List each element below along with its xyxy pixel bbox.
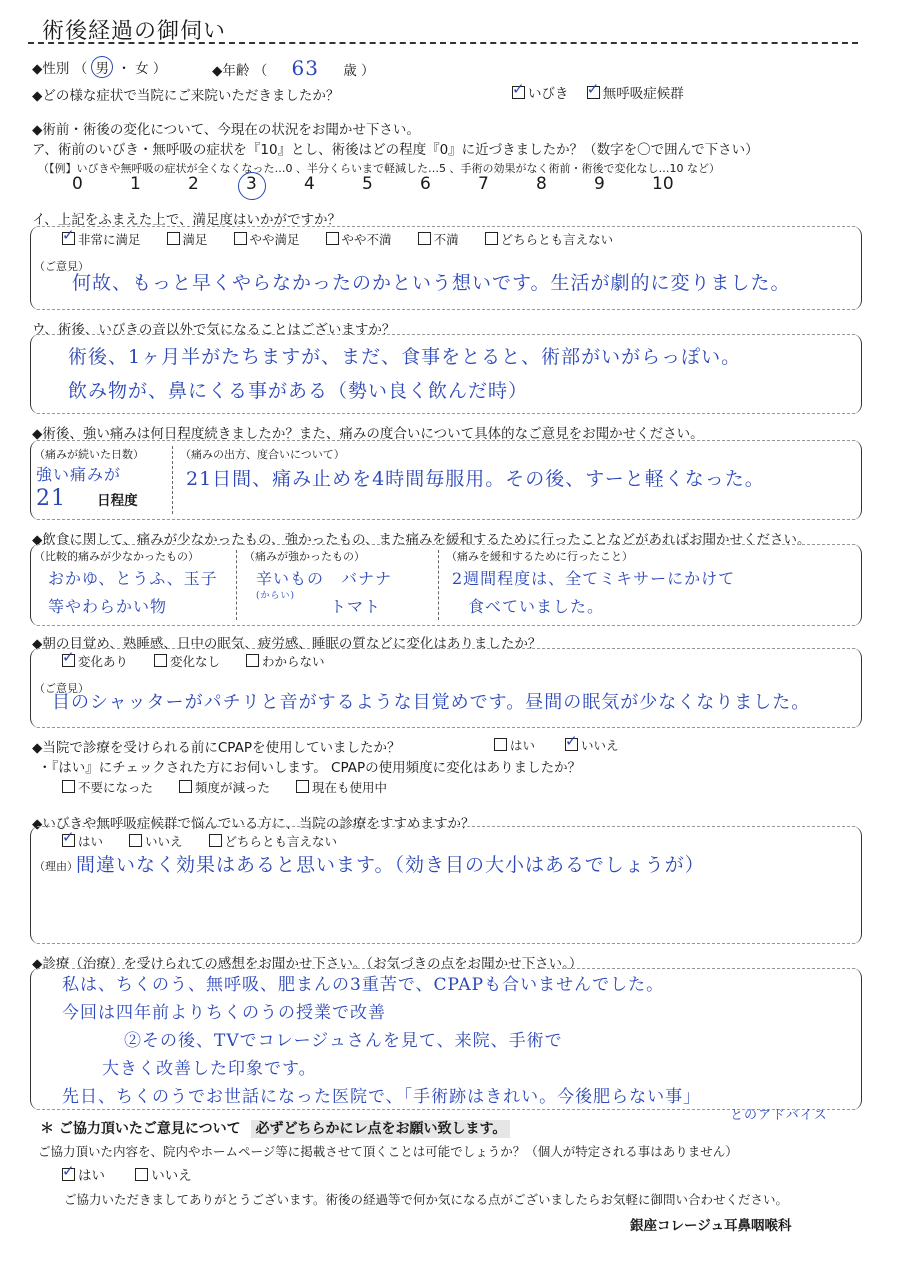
- snoring-label: いびき: [528, 86, 569, 102]
- age-value[interactable]: 63: [291, 56, 319, 80]
- food-heading: ◆飲食に関して、痛みが少なかったもの、強かったもの、また痛みを緩和するために行ったことなどがあればお聞かせください。: [32, 532, 811, 548]
- cpap-sub-option-checkbox[interactable]: [296, 780, 309, 793]
- publish-yes-label: はい: [78, 1168, 105, 1184]
- scale-value[interactable]: 6: [420, 174, 431, 194]
- recommend-reason-label: （理由）: [34, 860, 78, 873]
- scale-value[interactable]: 7: [478, 174, 489, 194]
- satisfaction-option-checkbox[interactable]: [418, 232, 431, 245]
- food-col2-label: （痛みが強かったもの）: [244, 550, 365, 563]
- other-line-2[interactable]: 飲み物が、鼻にくる事がある（勢い良く飲んだ時）: [68, 380, 529, 402]
- satisfaction-option-label: どちらとも言えない: [500, 232, 614, 247]
- food-col3-line2[interactable]: 食べていました。: [468, 597, 605, 616]
- scale-value[interactable]: 0: [72, 174, 83, 194]
- food-col2-note: (からい): [256, 591, 296, 601]
- satisfaction-option-label: やや不満: [341, 232, 392, 247]
- cpap-subquestion: ・『はい』にチェックされた方にお伺いします。 CPAPの使用頻度に変化はありましたか？: [38, 760, 582, 776]
- age-unit: 歳: [343, 63, 357, 79]
- cpap-sub-option-label: 現在も使用中: [312, 780, 388, 795]
- age-label: ◆年齢: [212, 63, 250, 79]
- other-heading: ウ、術後、いびきの音以外で気になることはございますか？: [32, 322, 396, 338]
- apnea-checkbox[interactable]: [587, 86, 600, 99]
- age-open: （: [253, 63, 268, 79]
- scale-value[interactable]: 5: [362, 174, 373, 194]
- gender-label: ◆性別: [32, 61, 70, 77]
- satisfaction-option-checkbox[interactable]: [167, 232, 180, 245]
- footer-thanks: ご協力いただきましてありがとうございます。術後の経過等で何か気になる点がございましたらお気軽に御問い合わせください。: [64, 1192, 789, 1207]
- footer-star: ＊: [40, 1121, 54, 1137]
- impression-line-4[interactable]: 大きく改善した印象です。: [102, 1059, 317, 1079]
- recommend-option-checkbox[interactable]: [62, 834, 75, 847]
- cpap-no-label: いいえ: [581, 738, 619, 753]
- impression-line-1[interactable]: 私は、ちくのう、無呼吸、肥まんの3重苦で、CPAPも合いませんでした。: [62, 975, 665, 995]
- recommend-reason[interactable]: 間違いなく効果はあると思います。（効き目の大小はあるでしょうが）: [76, 854, 705, 876]
- age-row: [212, 56, 375, 80]
- sleep-option-label: 変化あり: [78, 654, 129, 669]
- snoring-checkbox[interactable]: [512, 86, 525, 99]
- sleep-heading: ◆朝の目覚め、熟睡感、日中の眠気、疲労感、睡眠の質などに変化はありましたか？: [32, 636, 542, 652]
- satisfaction-option-checkbox[interactable]: [326, 232, 339, 245]
- satisfaction-option-label: 不満: [433, 232, 459, 247]
- food-col1-line2[interactable]: 等やわらかい物: [48, 597, 168, 616]
- footer-notice: 必ずどちらかにレ点をお願い致します。: [251, 1120, 510, 1138]
- clinic-name: 銀座コレージュ耳鼻咽喉科: [630, 1218, 792, 1234]
- satisfaction-options: [62, 230, 639, 248]
- pain-degree-label: （痛みの出方、度合いについて）: [180, 448, 345, 461]
- selected-scale-circle: [238, 172, 266, 200]
- footer-title-row: [40, 1118, 510, 1138]
- scale-value[interactable]: 9: [594, 174, 605, 194]
- recommend-option-label: どちらとも言えない: [224, 834, 338, 849]
- gender-close: ）: [152, 61, 167, 77]
- sleep-options: [62, 652, 351, 670]
- symptom-question: ◆どの様な症状で当院にご来院いただきましたか？: [32, 88, 340, 104]
- apnea-label: 無呼吸症候群: [602, 86, 684, 102]
- impression-heading: ◆診療（治療）を受けられての感想をお聞かせ下さい。（お気づきの点をお聞かせ下さい。）: [32, 956, 583, 972]
- recommend-option-checkbox[interactable]: [129, 834, 142, 847]
- sleep-option-label: 変化なし: [170, 654, 221, 669]
- cpap-yes-checkbox[interactable]: [494, 738, 507, 751]
- pain-heading: ◆術後、強い痛みは何日程度続きましたか？また、痛みの度合いについて具体的なご意見をお聞かせください。: [32, 426, 704, 442]
- publish-no-label: いいえ: [151, 1168, 192, 1184]
- food-col3-line1[interactable]: 2週間程度は、全てミキサーにかけて: [452, 569, 736, 588]
- food-col2-line1[interactable]: 辛いもの バナナ: [256, 569, 393, 588]
- scale-value[interactable]: 8: [536, 174, 547, 194]
- cpap-yes-label: はい: [510, 738, 536, 753]
- satisfaction-opinion-label: （ご意見）: [34, 260, 89, 273]
- gender-female[interactable]: 女: [135, 61, 149, 77]
- pain-days-row: [36, 486, 138, 511]
- gender-row: [32, 56, 166, 78]
- footer-options: [62, 1164, 192, 1184]
- sleep-option-label: わからない: [262, 654, 325, 669]
- satisfaction-heading: イ、上記をふまえた上で、満足度はいかがですか？: [32, 212, 342, 228]
- sleep-option-checkbox[interactable]: [62, 654, 75, 667]
- symptom-options: [512, 82, 684, 102]
- cpap-options: [494, 736, 619, 754]
- cpap-sub-option-label: 不要になった: [78, 780, 154, 795]
- footer-title: ご協力頂いたご意見について: [58, 1121, 241, 1137]
- pain-days-note[interactable]: 強い痛みが: [36, 465, 122, 484]
- recommend-option-label: いいえ: [145, 834, 183, 849]
- satisfaction-option-label: 満足: [182, 232, 208, 247]
- age-close: ）: [361, 63, 375, 79]
- impression-line-3[interactable]: ②その後、TVでコレージュさんを見て、来院、手術で: [124, 1031, 563, 1051]
- sleep-opinion[interactable]: 目のシャッターがパチリと音がするような目覚めです。昼間の眠気が少なくなりました。: [52, 692, 811, 713]
- sleep-option-checkbox[interactable]: [154, 654, 167, 667]
- other-line-1[interactable]: 術後、1ヶ月半がたちますが、まだ、食事をとると、術部がいがらっぽい。: [68, 346, 742, 368]
- impression-line-6[interactable]: とのアドバイス: [730, 1108, 828, 1123]
- publish-yes-checkbox[interactable]: [62, 1168, 75, 1181]
- page-title: 術後経過の御伺い: [42, 19, 227, 44]
- change-heading: ◆術前・術後の変化について、今現在の状況をお聞かせ下さい。: [32, 122, 420, 138]
- scale-value[interactable]: 3: [246, 174, 257, 194]
- gender-open: （: [73, 61, 88, 77]
- recommend-option-label: はい: [78, 834, 104, 849]
- cpap-sub-options: [62, 778, 413, 796]
- recommend-options: [62, 832, 363, 850]
- pain-days-label: （痛みが続いた日数）: [34, 448, 144, 461]
- sleep-option-checkbox[interactable]: [246, 654, 259, 667]
- title-divider: [28, 42, 858, 44]
- impression-line-2[interactable]: 今回は四年前よりちくのうの授業で改善: [62, 1003, 386, 1023]
- satisfaction-option-checkbox[interactable]: [62, 232, 75, 245]
- gender-male[interactable]: 男: [91, 56, 113, 78]
- satisfaction-option-label: 非常に満足: [78, 232, 141, 247]
- recommend-option-checkbox[interactable]: [209, 834, 222, 847]
- satisfaction-option-checkbox[interactable]: [485, 232, 498, 245]
- cpap-sub-option-checkbox[interactable]: [62, 780, 75, 793]
- cpap-heading: ◆当院で診療を受けられる前にCPAPを使用していましたか？: [32, 740, 401, 756]
- scale-value[interactable]: 4: [304, 174, 315, 194]
- recommend-heading: ◆いびきや無呼吸症候群で悩んでいる方に、当院の診療をすすめますか？: [32, 816, 475, 832]
- pain-days-unit: 日程度: [97, 493, 138, 509]
- cpap-no-checkbox[interactable]: [565, 738, 578, 751]
- food-col1-line1[interactable]: おかゆ、とうふ、玉子: [48, 569, 218, 588]
- food-col2-line2[interactable]: トマト: [330, 597, 382, 616]
- food-col3-label: （痛みを緩和するために行ったこと）: [446, 550, 633, 563]
- sleep-opinion-label: （ご意見）: [34, 682, 89, 695]
- scale-value[interactable]: 2: [188, 174, 199, 194]
- change-example: （【例】いびきや無呼吸の症状が全くなくなった…0 、半分くらいまで軽減した…5 、手術の効果がなく術前・術後で変化なし…10 など）: [38, 162, 720, 175]
- food-divider-2: [438, 550, 439, 620]
- cpap-sub-option-label: 頻度が減った: [195, 780, 271, 795]
- satisfaction-option-label: やや満足: [249, 232, 300, 247]
- pain-degree[interactable]: 21日間、痛み止めを4時間毎服用。その後、すーと軽くなった。: [186, 468, 765, 490]
- scale-value[interactable]: 1: [130, 174, 141, 194]
- impression-line-5[interactable]: 先日、ちくのうでお世話になった医院で、「手術跡はきれい。今後肥らない事」: [62, 1087, 702, 1107]
- pain-days-value[interactable]: 21: [36, 486, 66, 511]
- change-subquestion: ア、術前のいびき・無呼吸の症状を『10』とし、術後はどの程度『0』に近づきましたか？（数字を〇で囲んで下さい）: [32, 142, 759, 158]
- cpap-sub-option-checkbox[interactable]: [179, 780, 192, 793]
- publish-no-checkbox[interactable]: [135, 1168, 148, 1181]
- gender-dot: ・: [117, 61, 131, 77]
- food-col1-label: （比較的痛みが少なかったもの）: [34, 550, 199, 563]
- footer-question: ご協力頂いた内容を、院内やホームページ等に掲載させて頂くことは可能でしょうか？（個人が特定される事はありません）: [38, 1144, 738, 1159]
- pain-divider: [172, 446, 173, 514]
- scale-value[interactable]: 10: [652, 174, 674, 194]
- satisfaction-option-checkbox[interactable]: [234, 232, 247, 245]
- change-scale: [72, 174, 712, 200]
- food-divider-1: [236, 550, 237, 620]
- satisfaction-opinion[interactable]: 何故、もっと早くやらなかったのかという想いです。生活が劇的に変りました。: [72, 272, 791, 294]
